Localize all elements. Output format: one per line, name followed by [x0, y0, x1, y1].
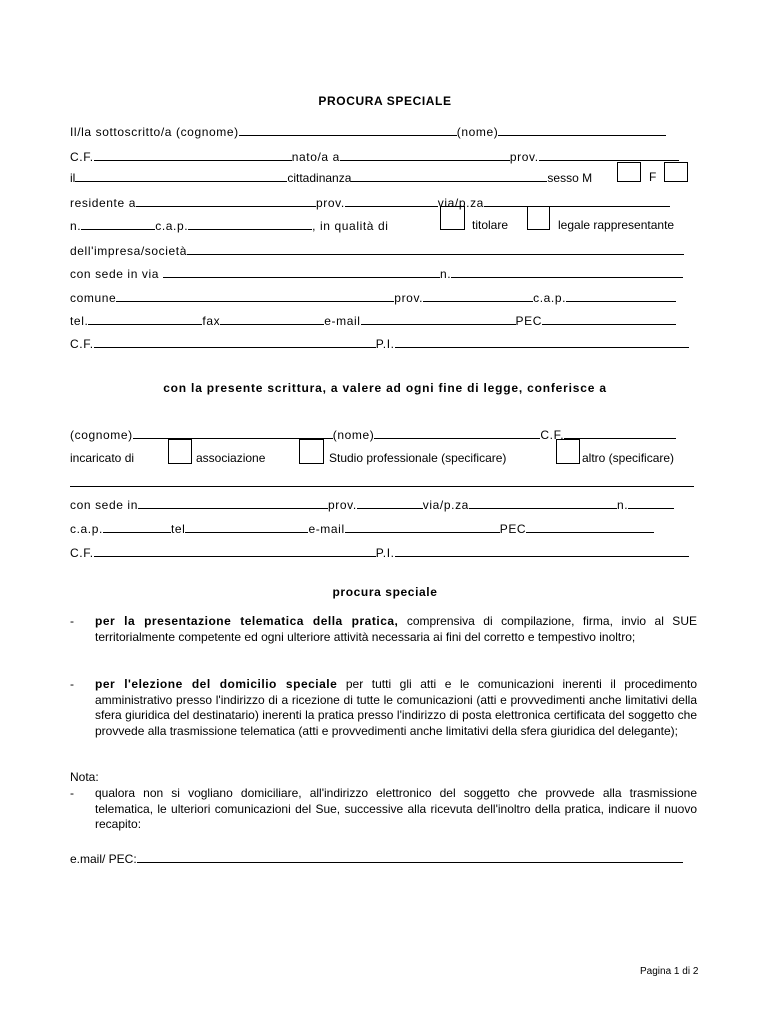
field-prov-comune[interactable] — [423, 290, 533, 302]
field-cf-impresa[interactable] — [94, 336, 376, 348]
checkbox-altro[interactable] — [556, 439, 580, 464]
bullet-domicilio — [95, 677, 697, 739]
label-prov-2: prov. — [327, 498, 357, 512]
confer-statement: con la presente scrittura, a valere ad ogni fine di legge, conferisce a — [163, 381, 607, 395]
field-sede-via[interactable] — [163, 266, 440, 278]
row-impresa — [70, 243, 684, 258]
label-cap: c.a.p. — [155, 219, 189, 233]
field-cognome-2[interactable] — [133, 427, 333, 439]
field-tel-2[interactable] — [185, 521, 308, 533]
label-email-pec: e.mail/ PEC: — [70, 852, 137, 866]
checkbox-associazione[interactable] — [168, 439, 192, 464]
field-email-2[interactable] — [345, 521, 500, 533]
row-residente — [70, 195, 670, 210]
field-cf[interactable] — [94, 149, 292, 161]
label-n: n. — [70, 219, 82, 233]
label-cap-comune: c.a.p. — [533, 291, 567, 305]
field-fax[interactable] — [220, 313, 324, 325]
label-altro: altro (specificare) — [582, 451, 675, 465]
checkbox-sesso-m[interactable] — [617, 162, 641, 182]
field-cap[interactable] — [188, 218, 312, 230]
field-email[interactable] — [361, 313, 516, 325]
bullet-domicilio-bold: per l'elezione del domicilio speciale — [95, 677, 338, 691]
label-nato: nato/a a — [291, 150, 340, 164]
row-contatti — [70, 313, 676, 328]
row-il-cittadinanza — [70, 170, 592, 185]
label-nome-2: (nome) — [332, 428, 375, 442]
field-pi-2[interactable] — [395, 545, 689, 557]
label-tel-2: tel — [170, 522, 186, 536]
label-cognome: Il/la sottoscritto/a (cognome) — [70, 125, 239, 139]
label-comune: comune — [70, 291, 117, 305]
label-n-2: n. — [616, 498, 629, 512]
bullet-presentazione — [95, 614, 697, 645]
field-prov[interactable] — [539, 149, 679, 161]
bullet-presentazione-bold: per la presentazione telematica della pratica, — [95, 614, 399, 628]
field-pec-2[interactable] — [526, 521, 654, 533]
field-nome[interactable] — [498, 124, 666, 136]
label-tel: tel. — [70, 314, 89, 328]
row-cf-pi — [70, 336, 689, 351]
field-cap-2[interactable] — [103, 521, 171, 533]
page-footer: Pagina 1 di 2 — [640, 966, 699, 977]
field-n-2[interactable] — [628, 497, 674, 509]
nota-label: Nota: — [70, 770, 99, 784]
field-nato[interactable] — [340, 149, 510, 161]
field-nome-2[interactable] — [374, 427, 540, 439]
field-tel[interactable] — [88, 313, 202, 325]
label-email-2: e-mail — [308, 522, 345, 536]
field-via-2[interactable] — [469, 497, 617, 509]
label-prov: prov. — [509, 150, 539, 164]
field-via[interactable] — [484, 195, 670, 207]
label-impresa: dell'impresa/società — [70, 244, 188, 258]
label-pec-2: PEC — [499, 522, 527, 536]
field-cognome[interactable] — [239, 124, 457, 136]
field-cf-3[interactable] — [94, 545, 376, 557]
label-cittadinanza: cittadinanza — [287, 171, 352, 185]
checkbox-studio[interactable] — [299, 439, 324, 464]
field-pec[interactable] — [542, 313, 676, 325]
row-cf-nato — [70, 149, 679, 164]
row-n-cap — [70, 218, 389, 233]
bullet-dash-2: - — [70, 677, 74, 691]
nota-text: qualora non si vogliano domiciliare, all'indirizzo elettronico del soggetto che provvede alla trasmissione telematica, le ulteriori comunicazioni del Sue, successive alla ricevuta dell'inoltro della pratica, indicare il nuovo recapito: — [95, 786, 697, 831]
field-email-pec[interactable] — [137, 851, 683, 863]
label-cap-2: c.a.p. — [70, 522, 103, 536]
field-comune[interactable] — [116, 290, 394, 302]
label-prov-comune: prov. — [394, 291, 424, 305]
row-sede-2 — [70, 497, 674, 512]
field-prov-2[interactable] — [357, 497, 423, 509]
row-sede-via — [70, 266, 683, 281]
checkbox-titolare[interactable] — [440, 206, 465, 230]
field-cittadinanza[interactable] — [351, 170, 547, 182]
checkbox-sesso-f[interactable] — [664, 162, 688, 182]
row-contatti-2 — [70, 521, 654, 536]
label-cognome-2: (cognome) — [70, 428, 133, 442]
label-studio: Studio professionale (specificare) — [329, 451, 507, 465]
field-cap-comune[interactable] — [566, 290, 676, 302]
label-cf-impresa: C.F. — [70, 337, 94, 351]
row-comune — [70, 290, 676, 305]
field-n[interactable] — [81, 218, 155, 230]
label-pec: PEC — [515, 314, 542, 328]
label-pi: P.I. — [375, 337, 395, 351]
field-prov-res[interactable] — [345, 195, 438, 207]
label-incaricato: incaricato di — [70, 451, 135, 465]
label-email: e-mail — [324, 314, 361, 328]
label-via: via/p.za — [437, 196, 484, 210]
bullet-domicilio-text: per tutti gli atti e le comunicazioni inerenti il procedimento amministrativo presso l'indirizzo di a ricezione di tutte le comunicazioni (atti e provvedimenti anche limitativi della sfera giuridica del destinatario) inerenti la pratica presso l'indirizzo di posta elettronica certificata del soggetto che provvede alla trasmissione telematica (atti e provvedimenti anche limitativi della sfera giuridica del delegante); — [95, 677, 697, 738]
field-residente[interactable] — [136, 195, 316, 207]
label-sede-2: con sede in — [70, 498, 138, 512]
label-nome: (nome) — [456, 125, 499, 139]
field-impresa[interactable] — [187, 243, 684, 255]
label-sede-via: con sede in via — [70, 267, 160, 281]
row-sottoscritto — [70, 124, 666, 139]
label-cf-2: C.F. — [540, 428, 565, 442]
label-pi-2: P.I. — [375, 546, 395, 560]
label-via-2: via/p.za — [422, 498, 469, 512]
procura-heading: procura speciale — [332, 585, 438, 599]
label-il: il — [70, 171, 76, 185]
label-fax: fax — [202, 314, 221, 328]
field-specificare[interactable] — [70, 475, 694, 487]
label-prov-res: prov. — [315, 196, 345, 210]
label-sede-n: n. — [440, 267, 452, 281]
label-cf: C.F. — [70, 150, 94, 164]
bullet-presentazione-text: comprensiva di compilazione, firma, invio al SUE territorialmente competente ed ogni ulteriore attività necessaria ai fini del corretto e tempestivo inoltro; — [95, 614, 697, 644]
row-email-pec — [70, 851, 683, 866]
checkbox-legale-rappresentante[interactable] — [527, 206, 550, 230]
page-title: PROCURA SPECIALE — [318, 94, 452, 108]
field-pi[interactable] — [395, 336, 689, 348]
label-qualita: , in qualità di — [312, 219, 389, 233]
row-cf-pi-2 — [70, 545, 689, 560]
field-cf-2[interactable] — [564, 427, 676, 439]
field-data-nascita[interactable] — [75, 170, 287, 182]
label-legale-rappresentante: legale rappresentante — [558, 218, 675, 232]
label-residente: residente a — [70, 196, 136, 210]
nota-dash: - — [70, 786, 74, 800]
label-cf-3: C.F. — [70, 546, 94, 560]
row-incaricato-nome — [70, 427, 676, 442]
bullet-dash-1: - — [70, 614, 74, 628]
label-associazione: associazione — [196, 451, 266, 465]
field-sede-2[interactable] — [138, 497, 328, 509]
label-titolare: titolare — [472, 218, 509, 232]
field-sede-n[interactable] — [451, 266, 683, 278]
label-sesso-f: F — [649, 170, 657, 184]
label-sesso-m: sesso M — [547, 171, 593, 185]
